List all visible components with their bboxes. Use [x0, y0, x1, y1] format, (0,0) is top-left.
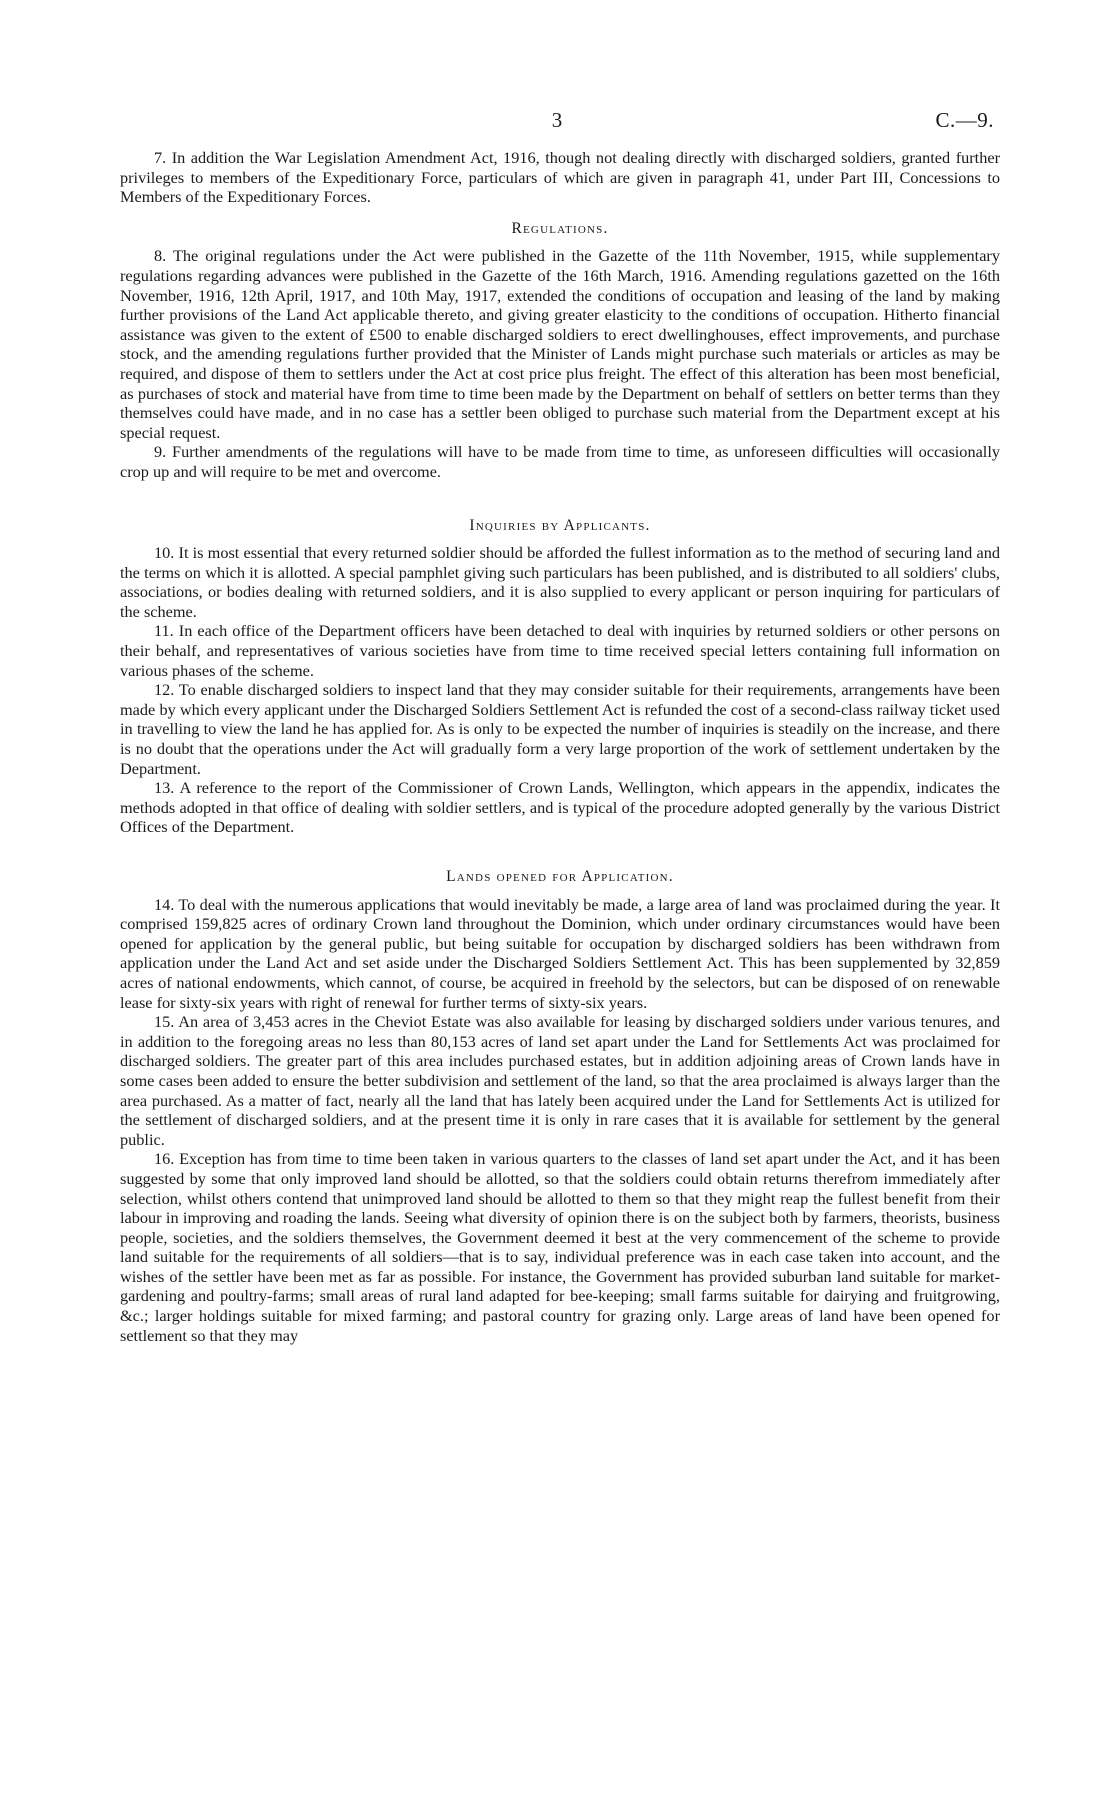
paragraph-9: 9. Further amendments of the regulations will have to be made from time to time, as unforeseen difficulties will occasionally crop up and will require to be met and overcome.: [120, 442, 1000, 481]
page-number: 3: [551, 108, 563, 132]
paragraph-16: 16. Exception has from time to time been taken in various quarters to the classes of land set apart under the Act, and it has been suggested by some that only improved land should be allotted, so that the soldiers could obtain returns therefrom immediately after selection, whilst others contend that unimproved land should be allotted to them so that they might reap the fullest benefit from their labour in improving and roading the lands. Seeing what diversity of opinion there is on the subject both by farmers, theorists, business people, societies, and the soldiers themselves, the Government deemed it best at the very commencement of the scheme to provide land suitable for the requirements of all soldiers—that is to say, individual preference was in each case taken into account, and the wishes of the settler have been met as far as possible. For instance, the Government has provided suburban land suitable for market-gardening and poultry-farms; small areas of rural land adapted for bee-keeping; small farms suitable for dairying and fruitgrowing, &c.; larger holdings suitable for mixed farming; and pastoral country for grazing only. Large areas of land have been opened for settlement so that they may: [120, 1149, 1000, 1345]
body-text: [120, 148, 1000, 1345]
section-heading-regulations: Regulations.: [511, 219, 609, 237]
document-reference: C.—9.: [935, 108, 994, 132]
section-heading-lands-opened: Lands opened for Application.: [446, 868, 674, 885]
paragraph-14: 14. To deal with the numerous applications that would inevitably be made, a large area of land was proclaimed during the year. It comprised 159,825 acres of ordinary Crown land throughout the Dominion, which under ordinary circumstances would have been opened for application by the general public, but being suitable for occupation by discharged soldiers has been withdrawn from application under the Land Act and set aside under the Discharged Soldiers Settlement Act. This has been supplemented by 32,859 acres of national endowments, which cannot, of course, be acquired in freehold by the selectors, but can be disposed of on renewable lease for sixty-six years with right of renewal for further terms of sixty-six years.: [120, 894, 1000, 1012]
paragraph-13: 13. A reference to the report of the Commissioner of Crown Lands, Wellington, which appears in the appendix, indicates the methods adopted in that office of dealing with soldier settlers, and is typical of the procedure adopted generally by the various District Offices of the Department.: [120, 778, 1000, 837]
page-header: [120, 108, 994, 138]
paragraph-12: 12. To enable discharged soldiers to inspect land that they may consider suitable for their requirements, arrangements have been made by which every applicant under the Discharged Soldiers Settlement Act is refunded the cost of a second-class railway ticket used in travelling to view the land he has applied for. As is only to be expected the number of inquiries is steadily on the increase, and there is no doubt that the operations under the Act will gradually form a very large proportion of the work of settlement undertaken by the Department.: [120, 680, 1000, 778]
paragraph-11: 11. In each office of the Department officers have been detached to deal with inquiries by returned soldiers or other persons on their behalf, and representatives of various societies have from time to time received special letters containing full information on various phases of the scheme.: [120, 621, 1000, 680]
paragraph-15: 15. An area of 3,453 acres in the Cheviot Estate was also available for leasing by discharged soldiers under various tenures, and in addition to the foregoing areas no less than 80,153 acres of land set apart under the Land for Settlements Act was proclaimed for discharged soldiers. The greater part of this area includes purchased estates, but in addition adjoining areas of Crown lands have in some cases been added to ensure the better subdivision and settlement of the land, so that the area proclaimed is always larger than the area purchased. As a matter of fact, nearly all the land that has lately been acquired under the Land for Settlements Act is utilized for the settlement of discharged soldiers, and at the present time it is only in rare cases that it is available for settlement by the general public.: [120, 1012, 1000, 1149]
paragraph-7: 7. In addition the War Legislation Amendment Act, 1916, though not dealing directly with discharged soldiers, granted further privileges to members of the Expeditionary Force, particulars of which are given in paragraph 41, under Part III, Concessions to Members of the Expeditionary Forces.: [120, 148, 1000, 207]
paragraph-8: 8. The original regulations under the Act were published in the Gazette of the 11th November, 1915, while supplementary regulations regarding advances were published in the Gazette of the 16th March, 1916. Amending regulations gazetted on the 16th November, 1916, 12th April, 1917, and 10th May, 1917, extended the conditions of occupation and leasing of the land by making further provisions of the Land Act applicable thereto, and giving greater elasticity to the conditions of occupation. Hitherto financial assistance was given to the extent of £500 to enable discharged soldiers to erect dwellinghouses, effect improvements, and purchase stock, and the amending regulations further provided that the Minister of Lands might purchase such materials or articles as may be required, and dispose of them to settlers under the Act at cost price plus freight. The effect of this alteration has been most beneficial, as purchases of stock and material have from time to time been made by the Department on behalf of settlers on better terms than they themselves could have made, and in no case has a settler been obliged to purchase such material from the Department except at his special request.: [120, 246, 1000, 442]
paragraph-10: 10. It is most essential that every returned soldier should be afforded the fullest information as to the method of securing land and the terms on which it is allotted. A special pamphlet giving such particulars has been published, and is distributed to all soldiers' clubs, associations, or bodies dealing with returned soldiers, and it is also supplied to every applicant or person inquiring for particulars of the scheme.: [120, 543, 1000, 621]
section-heading-inquiries: Inquiries by Applicants.: [469, 516, 651, 534]
